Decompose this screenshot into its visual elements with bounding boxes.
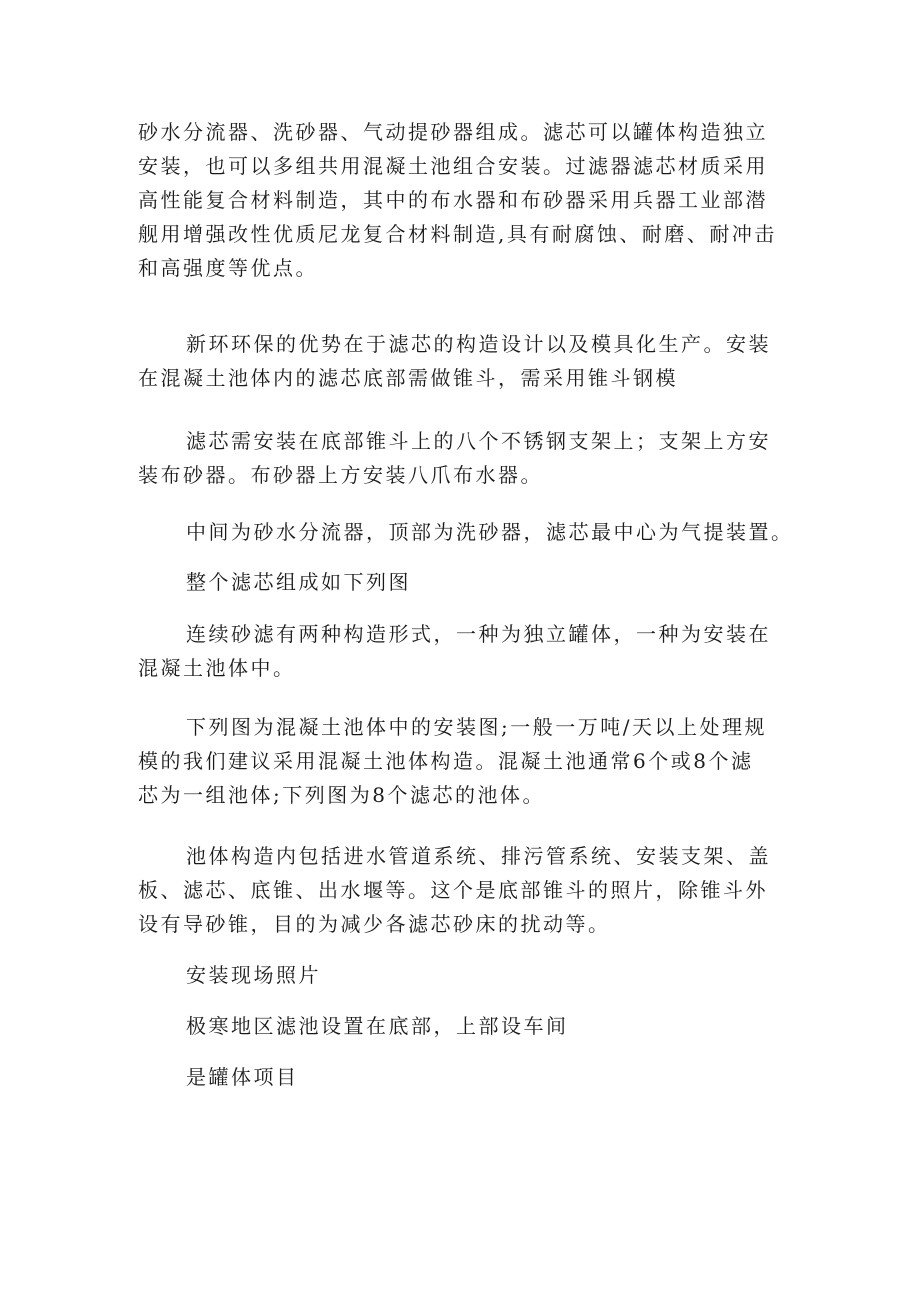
text-line: 整个滤芯组成如下列图 [186,570,411,594]
paragraph-7 [138,710,790,812]
text-line: 舰用增强改性优质尼龙复合材料制造,具有耐腐蚀、耐磨、耐冲击 [138,222,777,246]
text-line: 池体构造内包括进水管道系统、排污管系统、安装支架、盖 [186,844,771,868]
text-line: 高性能复合材料制造，其中的布水器和布砂器采用兵器工业部潜 [138,188,768,212]
text-line: 中间为砂水分流器，顶部为洗砂器，滤芯最中心为气提装置。 [186,520,794,544]
paragraph-3 [138,424,790,492]
text-line: 安装，也可以多组共用混凝土池组合安装。过滤器滤芯材质采用 [138,154,768,178]
text-line: 是罐体项目 [186,1065,299,1089]
paragraph-2 [138,327,790,395]
text-line: 板、滤芯、底锥、出水堰等。这个是底部锥斗的照片，除锥斗外 [138,878,768,902]
text-line: 新环环保的优势在于滤芯的构造设计以及模具化生产。安装 [186,332,771,356]
paragraph-11 [138,1060,790,1094]
paragraph-6 [138,617,790,685]
paragraph-9 [138,958,790,992]
text-line: 连续砂滤有两种构造形式，一种为独立罐体，一种为安装在 [186,622,771,646]
paragraph-8 [138,839,790,941]
text-line: 极寒地区滤池设置在底部，上部设车间 [186,1014,569,1038]
text-line: 安装现场照片 [186,963,321,987]
text-line: 滤芯需安装在底部锥斗上的八个不锈钢支架上；支架上方安 [186,429,771,453]
text-line: 装布砂器。布砂器上方安装八爪布水器。 [138,463,543,487]
text-line: 模的我们建议采用混凝土池体构造。混凝土池通常6个或8个滤 [138,749,754,773]
text-line: 下列图为混凝土池体中的安装图;一般一万吨/天以上处理规 [186,715,767,739]
text-line: 和高强度等优点。 [138,256,318,280]
paragraph-1 [138,115,790,285]
text-line: 砂水分流器、洗砂器、气动提砂器组成。滤芯可以罐体构造独立 [138,120,768,144]
text-line: 设有导砂锥，目的为减少各滤芯砂床的扰动等。 [138,912,611,936]
paragraph-4 [138,515,794,549]
text-line: 芯为一组池体;下列图为8个滤芯的池体。 [138,783,545,807]
text-line: 混凝土池体中。 [138,656,296,680]
paragraph-5 [138,565,790,599]
text-line: 在混凝土池体内的滤芯底部需做锥斗，需采用锥斗钢模 [138,366,678,390]
paragraph-10 [138,1009,790,1043]
